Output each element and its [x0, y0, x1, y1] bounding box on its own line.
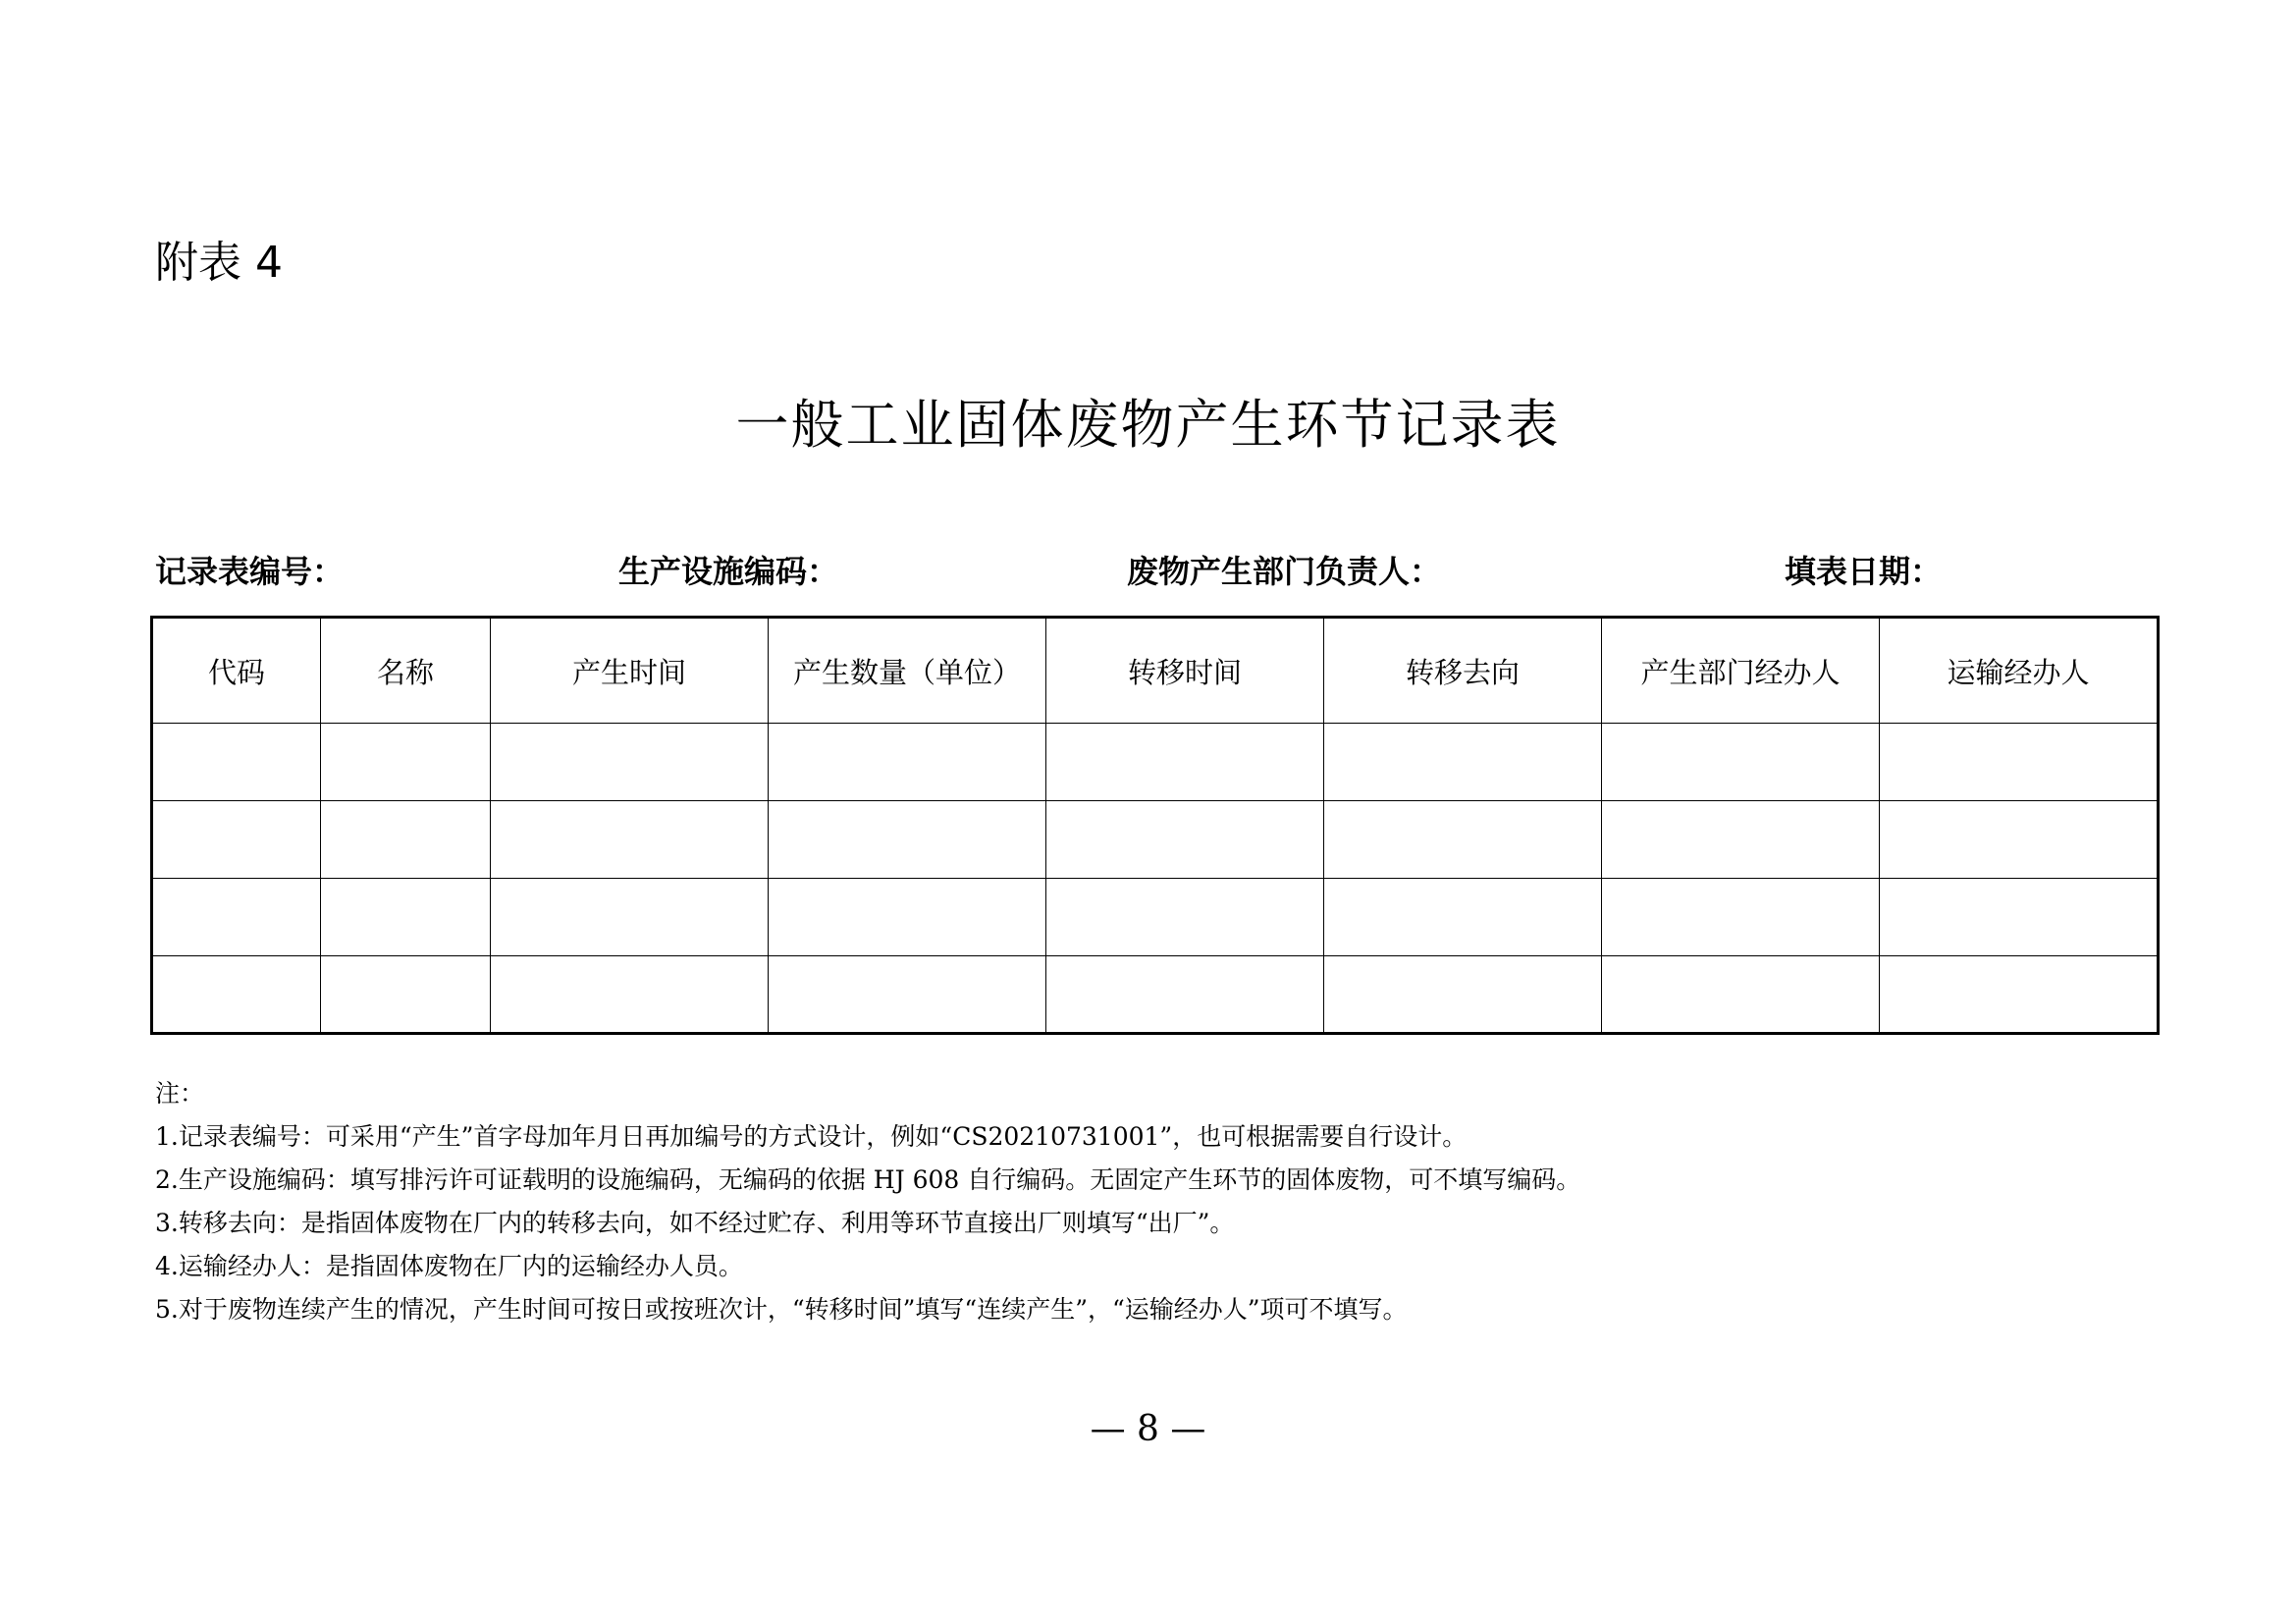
table-cell[interactable]: [152, 879, 321, 956]
table-cell[interactable]: [152, 724, 321, 801]
table-row: [152, 724, 2159, 801]
fill-date-label: 填表日期：: [1785, 553, 1943, 590]
table-cell[interactable]: [1602, 724, 1880, 801]
facility-code-label: 生产设施编码：: [618, 553, 839, 590]
table-cell[interactable]: [491, 879, 769, 956]
table-cell[interactable]: [1602, 879, 1880, 956]
table-cell[interactable]: [1602, 956, 1880, 1034]
table-cell[interactable]: [1324, 801, 1602, 879]
table-cell[interactable]: [769, 879, 1046, 956]
table-cell[interactable]: [1046, 956, 1324, 1034]
table-cell[interactable]: [1880, 879, 2159, 956]
table-cell[interactable]: [1324, 956, 1602, 1034]
table-cell[interactable]: [491, 724, 769, 801]
table-cell[interactable]: [321, 801, 491, 879]
table-row: [152, 801, 2159, 879]
table-cell[interactable]: [769, 801, 1046, 879]
table-cell[interactable]: [769, 724, 1046, 801]
note-item: 2.生产设施编码：填写排污许可证载明的设施编码，无编码的依据 HJ 608 自行编码。无固定产生环节的固体废物，可不填写编码。: [155, 1165, 1581, 1194]
appendix-label: 附表 4: [155, 238, 283, 288]
table-cell[interactable]: [1880, 956, 2159, 1034]
header-transfer-time: 转移时间: [1046, 618, 1324, 724]
table-cell[interactable]: [321, 956, 491, 1034]
table-cell[interactable]: [1046, 724, 1324, 801]
header-transfer-destination: 转移去向: [1324, 618, 1602, 724]
table-cell[interactable]: [1324, 879, 1602, 956]
table-cell[interactable]: [491, 801, 769, 879]
note-item: 1.记录表编号：可采用“产生”首字母加年月日再加编号的方式设计，例如“CS20210731001”，也可根据需要自行设计。: [155, 1122, 1468, 1151]
table-cell[interactable]: [1880, 724, 2159, 801]
table-cell[interactable]: [1324, 724, 1602, 801]
header-department-handler: 产生部门经办人: [1602, 618, 1880, 724]
table-cell[interactable]: [152, 956, 321, 1034]
table-row: [152, 956, 2159, 1034]
header-generation-time: 产生时间: [491, 618, 769, 724]
waste-generation-record-table: [150, 616, 2160, 1035]
table-cell[interactable]: [1880, 801, 2159, 879]
header-generation-quantity: 产生数量（单位）: [769, 618, 1046, 724]
notes-section: [155, 1072, 1580, 1331]
header-transport-handler: 运输经办人: [1880, 618, 2159, 724]
table-row: [152, 879, 2159, 956]
table-cell[interactable]: [769, 956, 1046, 1034]
department-manager-label: 废物产生部门负责人：: [1127, 553, 1442, 590]
table-cell[interactable]: [1046, 801, 1324, 879]
table-cell[interactable]: [1602, 801, 1880, 879]
table-cell[interactable]: [1046, 879, 1324, 956]
document-title: 一般工业固体废物产生环节记录表: [735, 394, 1561, 456]
table-header-row: [152, 618, 2159, 724]
table-cell[interactable]: [321, 879, 491, 956]
header-code: 代码: [152, 618, 321, 724]
notes-heading: 注：: [155, 1079, 205, 1108]
header-name: 名称: [321, 618, 491, 724]
note-item: 3.转移去向：是指固体废物在厂内的转移去向，如不经过贮存、利用等环节直接出厂则填写“出厂”。: [155, 1209, 1235, 1237]
note-item: 4.运输经办人：是指固体废物在厂内的运输经办人员。: [155, 1252, 743, 1280]
table-cell[interactable]: [321, 724, 491, 801]
table-cell[interactable]: [152, 801, 321, 879]
record-number-label: 记录表编号：: [155, 553, 345, 590]
table-cell[interactable]: [491, 956, 769, 1034]
note-item: 5.对于废物连续产生的情况，产生时间可按日或按班次计，“转移时间”填写“连续产生”，“运输经办人”项可不填写。: [155, 1295, 1408, 1324]
page-number: — 8 —: [1090, 1409, 1206, 1449]
